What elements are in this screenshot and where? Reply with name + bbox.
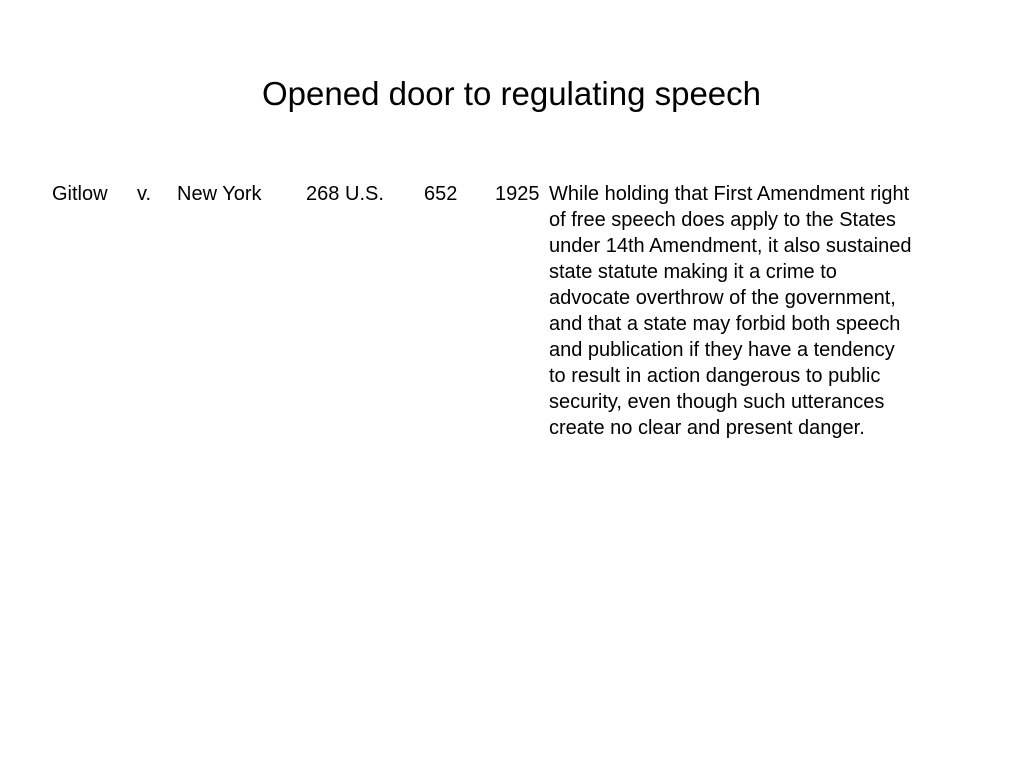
case-year: 1925 — [495, 183, 540, 205]
case-versus: v. — [137, 183, 152, 205]
case-party-respondent: New York — [177, 183, 262, 205]
slide-title: Opened door to regulating speech — [261, 75, 762, 112]
case-holding-text: While holding that First Amendment right of free speech does apply to the States under 14th Amendment, it also sustained state statute making it a crime to advocate overthrow of the government, and that a state may forbid both speech and publication if they have a tendency to result in action dangerous to public security, even though such utterances create no clear and present danger. — [549, 183, 912, 439]
case-reporter: U.S. — [345, 183, 384, 205]
case-citation-row — [0, 181, 1023, 541]
case-page: 652 — [424, 183, 458, 205]
case-party-petitioner: Gitlow — [52, 183, 108, 205]
case-volume: 268 — [306, 183, 340, 205]
